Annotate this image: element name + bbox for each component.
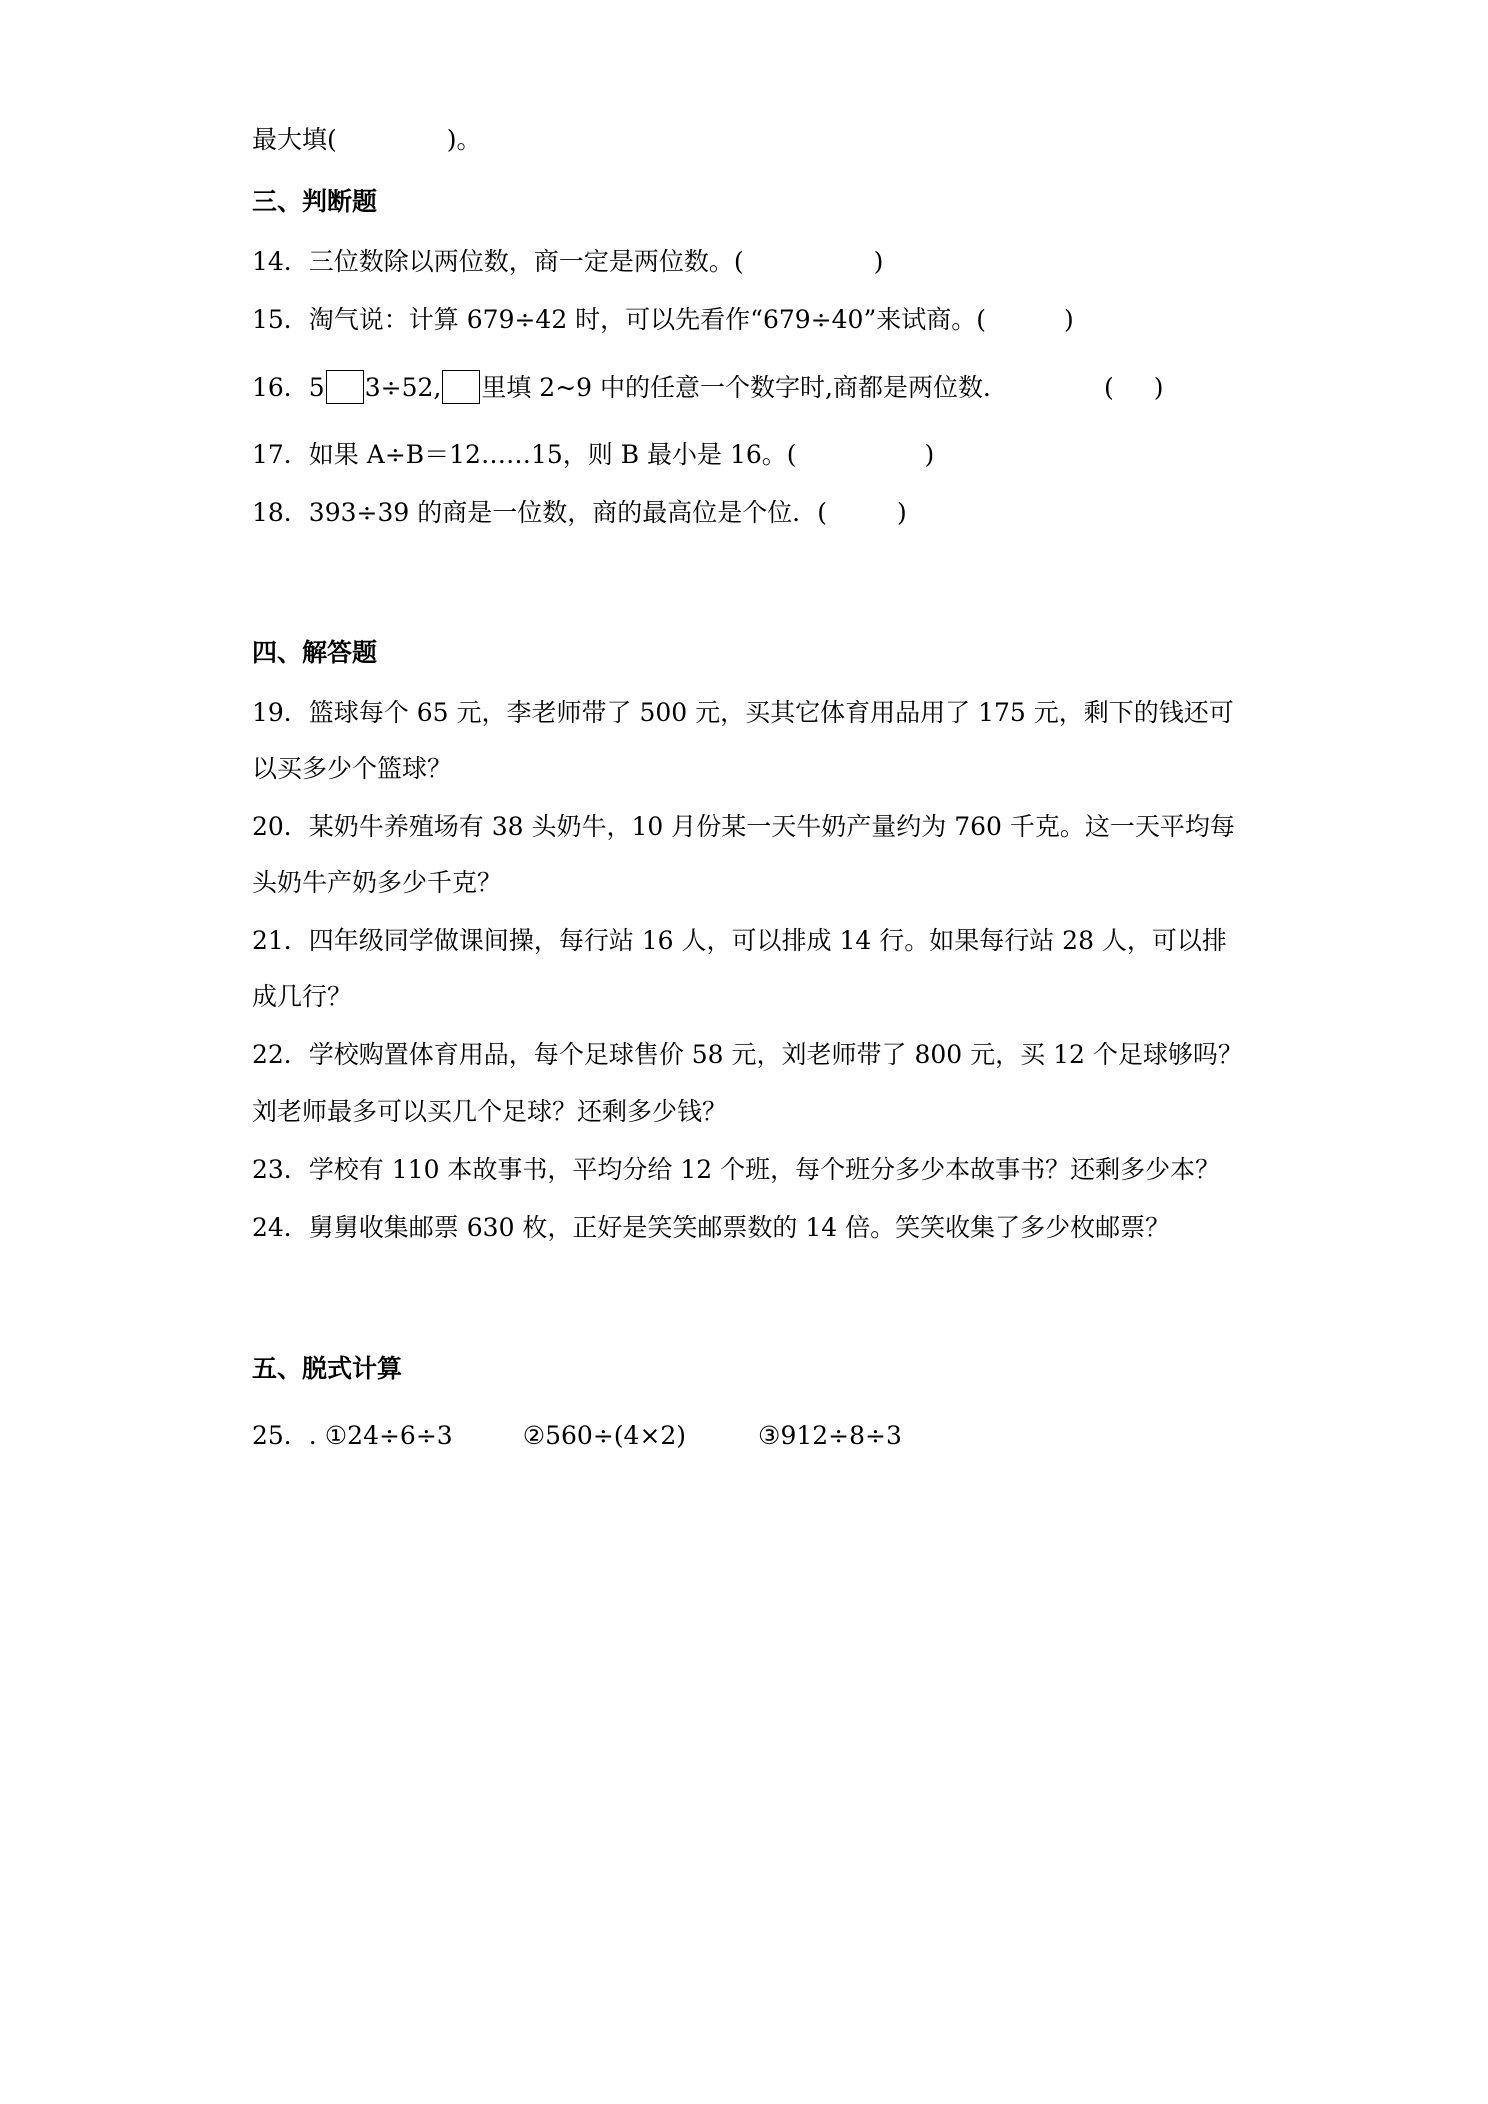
question-21-line-2: 成几行？ xyxy=(252,982,353,1011)
expression-3: ③912÷8÷3 xyxy=(758,1421,902,1450)
question-16-suffix: 里填 2~9 中的任意一个数字时,商都是两位数． xyxy=(481,373,1008,402)
question-17 xyxy=(252,438,934,472)
question-21-line-1: 21．四年级同学做课间操，每行站 16 人，可以排成 14 行。如果每行站 28 人，可以排 xyxy=(252,926,1227,955)
question-18 xyxy=(252,496,907,530)
question-20-line-1: 20．某奶牛养殖场有 38 头奶牛，10 月份某一天牛奶产量约为 760 千克。这一天平均每 xyxy=(252,812,1235,841)
question-16 xyxy=(252,370,1163,405)
question-16-close: ) xyxy=(1153,373,1164,402)
question-24: 24．舅舅收集邮票 630 枚，正好是笑笑邮票数的 14 倍。笑笑收集了多少枚邮票？ xyxy=(252,1213,1171,1242)
question-22-line-1: 22．学校购置体育用品，每个足球售价 58 元，刘老师带了 800 元，买 12 个足球够吗？ xyxy=(252,1040,1243,1069)
carryover-text: 最大填( xyxy=(252,125,337,154)
question-23: 23．学校有 110 本故事书，平均分给 12 个班，每个班分多少本故事书？还剩多少本？ xyxy=(252,1155,1221,1184)
question-14-close: ) xyxy=(873,247,884,276)
question-17-text: 17．如果 A÷B＝12……15，则 B 最小是 16。( xyxy=(252,440,797,469)
question-15-close: ) xyxy=(1063,305,1074,334)
question-25 xyxy=(252,1419,902,1453)
digit-box[interactable] xyxy=(326,370,364,404)
expression-2: ②560÷(4×2) xyxy=(522,1421,687,1450)
digit-box[interactable] xyxy=(442,370,480,404)
question-17-close: ) xyxy=(924,440,935,469)
carryover-close: )。 xyxy=(446,125,482,154)
question-14-text: 14．三位数除以两位数，商一定是两位数。( xyxy=(252,247,744,276)
question-25-label: 25．. xyxy=(252,1421,317,1450)
section-heading-judgment: 三、判断题 xyxy=(252,187,378,216)
question-19-line-2: 以买多少个篮球？ xyxy=(252,754,453,783)
expression-1: ①24÷6÷3 xyxy=(324,1421,453,1450)
question-18-close: ) xyxy=(897,498,907,527)
section-heading-answer: 四、解答题 xyxy=(252,638,378,667)
question-14 xyxy=(252,245,883,279)
question-22-line-2: 刘老师最多可以买几个足球？还剩多少钱？ xyxy=(252,1097,728,1126)
question-16-middle: 3÷52, xyxy=(364,373,442,402)
question-15 xyxy=(252,303,1074,337)
question-19-line-1: 19．篮球每个 65 元，李老师带了 500 元，买其它体育用品用了 175 元，剩下的钱还可 xyxy=(252,698,1234,727)
question-16-prefix: 16．5 xyxy=(252,373,325,402)
section-heading-calculation: 五、脱式计算 xyxy=(252,1354,403,1383)
carryover-line xyxy=(252,123,482,157)
question-15-text: 15．淘气说：计算 679÷42 时，可以先看作“679÷40”来试商。( xyxy=(252,305,986,334)
question-16-bracket: ( xyxy=(1103,373,1114,402)
question-18-text: 18．393÷39 的商是一位数，商的最高位是个位．( xyxy=(252,498,827,527)
question-20-line-2: 头奶牛产奶多少千克？ xyxy=(252,868,503,897)
